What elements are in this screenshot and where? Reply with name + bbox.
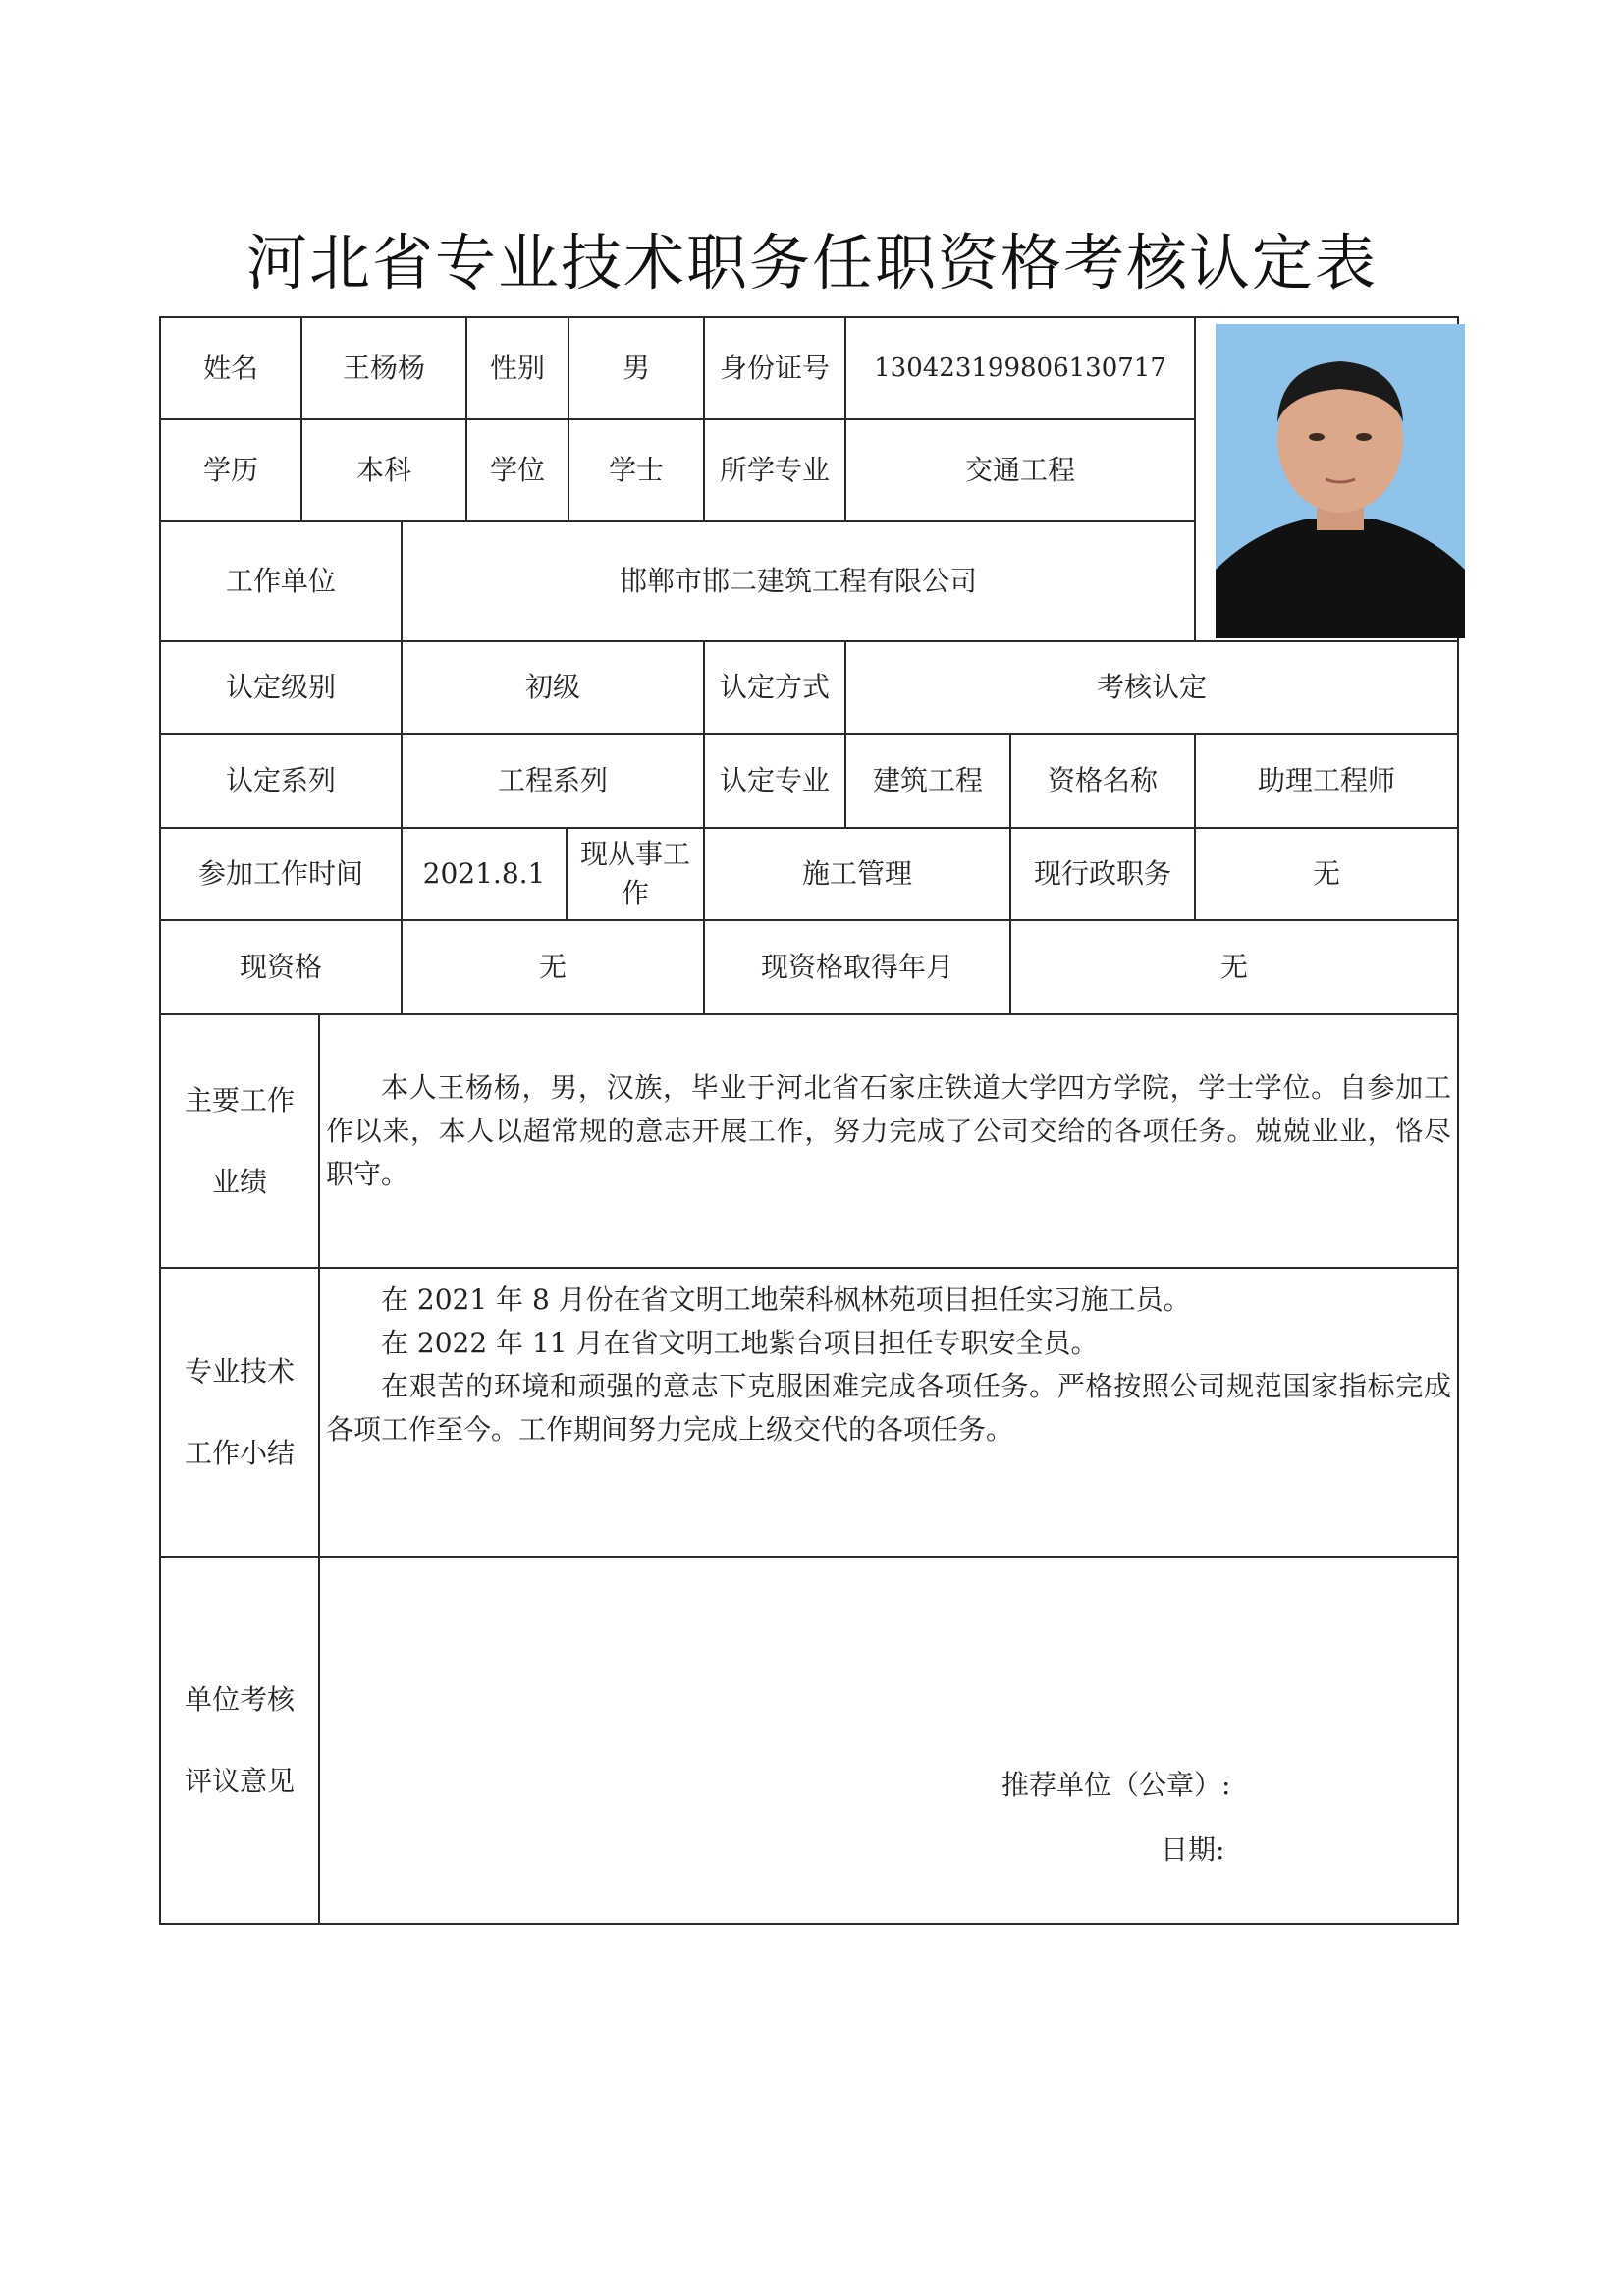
- specialty-value: 建筑工程: [872, 764, 983, 797]
- summary-line-2: 在 2022 年 11 月在省文明工地紫台项目担任专职安全员。: [381, 1327, 1099, 1359]
- current-work-label-line2: 作: [621, 877, 649, 909]
- level-value: 初级: [524, 671, 580, 704]
- qualification-value: 助理工程师: [1257, 764, 1395, 797]
- method-label: 认定方式: [719, 671, 830, 704]
- review-label-line1: 单位考核: [184, 1682, 295, 1716]
- degree-label: 学位: [489, 454, 545, 487]
- current-qualification-label: 现资格: [239, 951, 322, 984]
- achievement-label-line2: 业绩: [211, 1166, 267, 1198]
- admin-post-label: 现行政职务: [1033, 857, 1171, 891]
- border-bottom: [161, 1923, 1459, 1925]
- review-label: [161, 1558, 318, 1923]
- line-summary-bottom: [161, 1556, 1459, 1558]
- id-value: 130423199806130717: [874, 353, 1166, 383]
- achievement-text: [326, 1066, 1451, 1196]
- photo-eye-right: [1356, 433, 1372, 441]
- review-label-line2: 评议意见: [184, 1765, 295, 1797]
- form-title: 河北省专业技术职务任职资格考核认定表: [245, 227, 1378, 299]
- education-label: 学历: [202, 454, 258, 487]
- achievement-label: [161, 1015, 318, 1267]
- line-photo-left: [1194, 316, 1196, 642]
- gender-label: 性别: [489, 352, 545, 385]
- recommender-seal-label: 推荐单位（公章）:: [1001, 1769, 1231, 1801]
- name-value: 王杨杨: [342, 352, 425, 385]
- degree-value: 学士: [608, 454, 664, 487]
- summary-line-3: 在艰苦的环境和顽强的意志下克服困难完成各项任务。严格按照公司规范国家指标完成各项工作至今。工作期间努力完成上级交代的各项任务。: [326, 1370, 1451, 1446]
- major-label: 所学专业: [719, 454, 830, 487]
- start-date-label: 参加工作时间: [197, 857, 363, 891]
- id-photo: [1216, 324, 1465, 638]
- gender-value: 男: [622, 352, 650, 385]
- photo-eye-left: [1309, 433, 1325, 441]
- summary-label-line1: 专业技术: [184, 1354, 295, 1388]
- qualification-date-value: 无: [1219, 951, 1248, 984]
- line-row7-bottom: [161, 1013, 1459, 1015]
- summary-line-1: 在 2021 年 8 月份在省文明工地荣科枫林苑项目担任实习施工员。: [381, 1284, 1191, 1316]
- line-achievement-bottom: [161, 1267, 1459, 1269]
- admin-post-value: 无: [1312, 857, 1340, 891]
- id-label: 身份证号: [719, 352, 830, 385]
- achievement-paragraph: 本人王杨杨，男，汉族，毕业于河北省石家庄铁道大学四方学院，学士学位。自参加工作以来，本人以超常规的意志开展工作，努力完成了公司交给的各项任务。兢兢业业，恪尽职守。: [326, 1071, 1451, 1190]
- series-label: 认定系列: [225, 764, 336, 797]
- current-qualification-value: 无: [538, 951, 567, 984]
- review-date-label: 日期:: [1161, 1833, 1225, 1866]
- specialty-label: 认定专业: [719, 764, 830, 797]
- level-label: 认定级别: [225, 671, 336, 704]
- education-value: 本科: [355, 454, 411, 487]
- line-label-col: [318, 1013, 320, 1925]
- major-value: 交通工程: [964, 454, 1075, 487]
- series-value: 工程系列: [497, 764, 608, 797]
- employer-label: 工作单位: [225, 565, 336, 598]
- current-work-label: [568, 829, 703, 919]
- start-date-value: 2021.8.1: [422, 857, 546, 891]
- current-work-value: 施工管理: [801, 857, 912, 891]
- qualification-date-label: 现资格取得年月: [760, 951, 953, 984]
- achievement-label-line1: 主要工作: [184, 1083, 295, 1117]
- summary-text: [326, 1279, 1451, 1451]
- employer-value: 邯郸市邯二建筑工程有限公司: [619, 565, 977, 598]
- name-label: 姓名: [202, 352, 258, 385]
- summary-label: [161, 1269, 318, 1556]
- summary-label-line2: 工作小结: [184, 1437, 295, 1469]
- method-value: 考核认定: [1096, 671, 1207, 704]
- qualification-label: 资格名称: [1047, 764, 1158, 797]
- current-work-label-line1: 现从事工: [579, 838, 690, 870]
